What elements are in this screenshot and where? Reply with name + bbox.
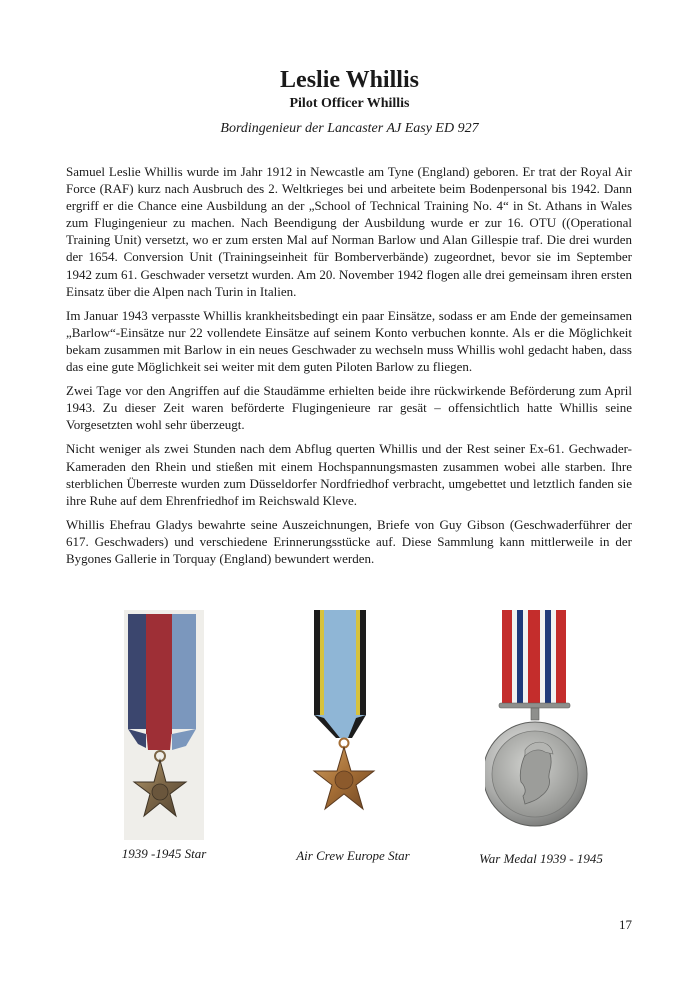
paragraph: Samuel Leslie Whillis wurde im Jahr 1912 in Newcastle am Tyne (England) geboren. Er trat der Royal Air Force (RAF) kurz nach Ausbruch des 2. Weltkrieges bei und arbeitete beim Bodenpersonal bis 1942. Dann ergriff er die Chance eine Ausbildung an der „School of Technical Training No. 4“ in St. Athans in Wales zum Flugingenieur zu machen. Nach Beendigung der Ausbildung wurde er zur 16. OTU ((Operational Training Unit) versetzt, wo er zum ersten Mal auf Norman Barlow und Alan Gillespie traf. Die drei wurden der 1654. Conversion Unit (Trainingseinheit für Bomberverbände) zugeordnet, bevor sie im September 1942 zum 61. Geschwader versetzt wurden. Am 20. November 1942 flogen alle drei gemeinsam ihren ersten Einsatz über die Alpen nach Turin in Italien. (66, 164, 632, 299)
paragraph: Whillis Ehefrau Gladys bewahrte seine Auszeichnungen, Briefe von Guy Gibson (Geschwaderführer der 617. Geschwaders) und verschiedene Erinnerungsstücke auf. Diese Sammlung kann mittlerweile in der Bygones Gallerie in Torquay (England) bewundert werden. (66, 516, 632, 566)
caption-war-medal-1939-1945: War Medal 1939 - 1945 (479, 851, 603, 866)
page-number: 17 (619, 917, 632, 932)
caption-air-crew-europe-star: Air Crew Europe Star (296, 848, 410, 863)
paragraph: Nicht weniger als zwei Stunden nach dem Abflug querten Whillis und der Rest seiner Ex-61. Gechwader-Kameraden den Rhein und stießen mit einem Hochspannungsmasten zusammen wobei alle starben. Ihre sterblichen Überreste wurden zum Düsseldorfer Nordfriedhof verbracht, umgebettet und letztlich fanden sie ihre Ruhe auf dem Ehrenfriedhof im Reichswald Kleve. (66, 441, 632, 508)
page-title: Leslie Whillis (280, 67, 419, 93)
page-subtitle: Pilot Officer Whillis (289, 96, 410, 111)
medal-air-crew-europe-star-image (308, 610, 388, 820)
medal-1939-1945-star-image (124, 610, 204, 840)
body-text (66, 163, 632, 574)
role-line: Bordingenieur der Lancaster AJ Easy ED 927 (220, 121, 479, 136)
paragraph: Zwei Tage vor den Angriffen auf die Staudämme erhielten beide ihre rückwirkende Beförderung zum April 1943. Zu dieser Zeit waren beförderte Flugingenieure rar gesät – offensichtlich hatte Whillis seine Vorgesetzten wohl sehr überzeugt. (66, 383, 632, 433)
caption-1939-1945-star: 1939 -1945 Star (121, 846, 207, 861)
paragraph: Im Januar 1943 verpasste Whillis krankheitsbedingt ein paar Einsätze, sodass er am Ende der gemeinsamen „Barlow“-Einsätze nur 22 vollendete Einsätze auf seinem Konto verbuchen konnte. Als er die Möglichkeit bekam zusammen mit Barlow in ein neues Geschwader zu wechseln muss Whillis wohl gedacht haben, dass das eine gute Möglichkeit sei weiter mit dem guten Piloten Barlow zu fliegen. (66, 307, 632, 375)
medal-war-medal-1939-1945-image (485, 610, 595, 845)
